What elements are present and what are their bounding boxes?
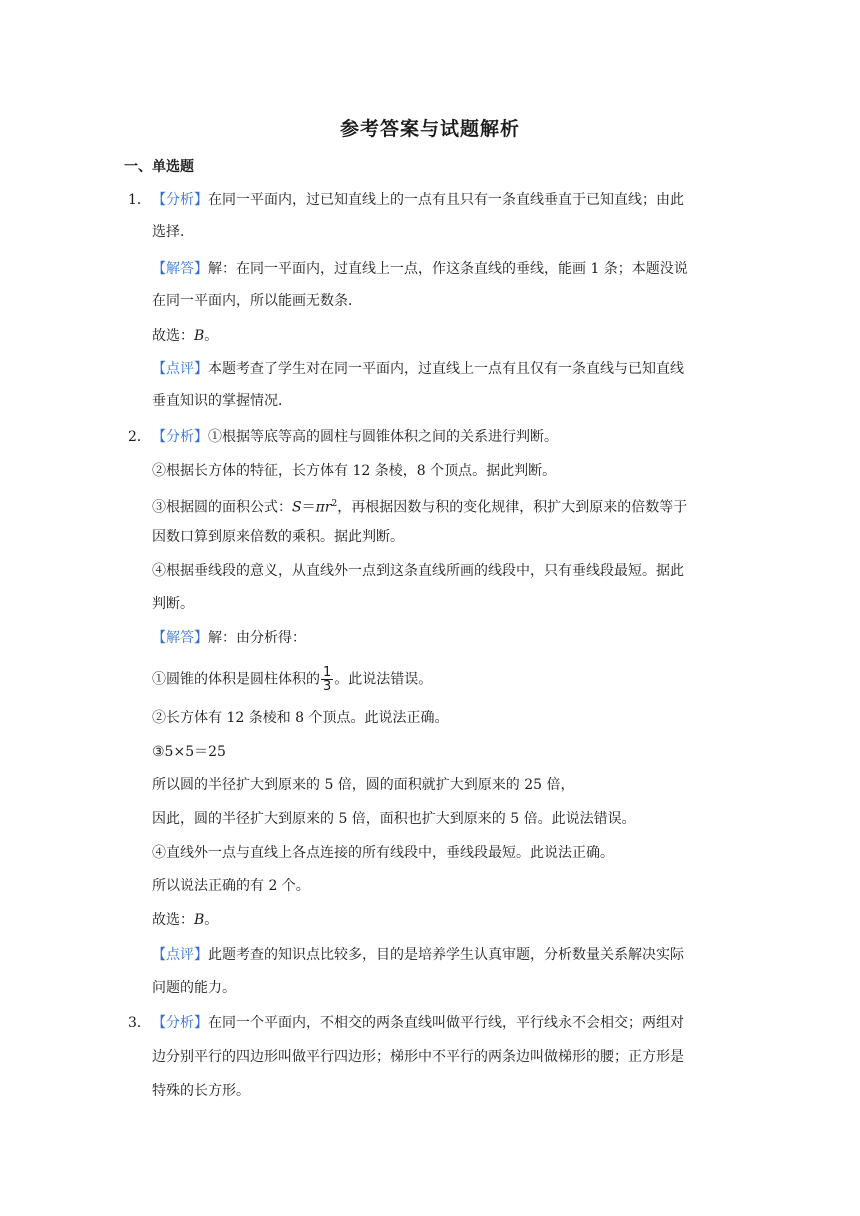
q2-analysis-line: ②根据长方体的特征，长方体有 12 条棱，8 个顶点。据此判断。 <box>152 463 557 479</box>
page-title: 参考答案与试题解析 <box>339 118 520 140</box>
q2-solution-line: ③5×5＝25 <box>152 744 226 760</box>
q1-comment-line: 垂直知识的掌握情况． <box>152 393 292 409</box>
analysis-tag: 【分析】 <box>152 192 208 208</box>
q2-analysis-line: 【分析】①根据等底等高的圆柱与圆锥体积之间的关系进行判断。 <box>152 429 558 445</box>
q1-comment-line: 【点评】本题考查了学生对在同一平面内，过直线上一点有且仅有一条直线与已知直线 <box>152 361 684 377</box>
q1-analysis-line: 选择． <box>152 224 194 240</box>
analysis-tag: 【分析】 <box>152 1015 208 1031</box>
analysis-tag: 【分析】 <box>152 429 208 445</box>
q3-analysis-line: 【分析】在同一个平面内，不相交的两条直线叫做平行线，平行线永不会相交；两组对 <box>152 1015 684 1031</box>
comment-tag: 【点评】 <box>152 947 208 963</box>
comment-tag: 【点评】 <box>152 361 208 377</box>
q2-solution-line: ①圆锥的体积是圆柱体积的 $\frac{1}{3}$ 。此说法错误。 <box>152 665 433 694</box>
question-number: 1． <box>128 192 151 208</box>
q2-analysis-line: 判断。 <box>152 596 194 612</box>
q2-solution-line: 【解答】解：由分析得： <box>152 630 306 646</box>
q2-solution-line: 因此，圆的半径扩大到原来的 5 倍，面积也扩大到原来的 5 倍。此说法错误。 <box>152 811 636 827</box>
q1-solution-line: 【解答】解：在同一平面内，过直线上一点，作这条直线的垂线，能画 1 条；本题没说 <box>152 261 688 277</box>
q1-solution-line: 在同一平面内，所以能画无数条． <box>152 293 362 309</box>
question-number: 2． <box>128 429 151 445</box>
solution-tag: 【解答】 <box>152 261 208 277</box>
q3-analysis-line: 边分别平行的四边形叫做平行四边形；梯形中不平行的两条边叫做梯形的腰；正方形是 <box>152 1049 684 1065</box>
q3-analysis-line: 特殊的长方形。 <box>152 1083 250 1099</box>
q2-solution-line: 所以圆的半径扩大到原来的 5 倍，圆的面积就扩大到原来的 25 倍， <box>152 777 575 793</box>
fraction-one-third: $\frac{1}{3}$ <box>323 665 332 694</box>
section-heading: 一、单选题 <box>124 159 194 175</box>
q2-analysis-line: ③根据圆的面积公式：$S=\pi r^2$，再根据因数与积的变化规律，积扩大到原来的倍数等于 <box>152 499 688 516</box>
q1-analysis-line: 【分析】在同一平面内，过已知直线上的一点有且只有一条直线垂直于已知直线；由此 <box>152 192 684 208</box>
q2-solution-line: 所以说法正确的有 2 个。 <box>152 878 310 894</box>
solution-tag: 【解答】 <box>152 630 208 646</box>
q2-solution-line: ②长方体有 12 条棱和 8 个顶点。此说法正确。 <box>152 710 449 726</box>
question-number: 3． <box>128 1015 151 1031</box>
q1-answer: 故选：B。 <box>152 328 219 344</box>
q2-comment-line: 问题的能力。 <box>152 980 236 996</box>
q2-analysis-line: ④根据垂线段的意义，从直线外一点到这条直线所画的线段中，只有垂线段最短。据此 <box>152 563 684 579</box>
q2-answer: 故选：B。 <box>152 912 219 928</box>
q2-comment-line: 【点评】此题考查的知识点比较多，目的是培养学生认真审题，分析数量关系解决实际 <box>152 947 684 963</box>
q2-solution-line: ④直线外一点与直线上各点连接的所有线段中，垂线段最短。此说法正确。 <box>152 845 614 861</box>
formula-variable: S <box>292 499 302 516</box>
q2-analysis-line: 因数口算到原来倍数的乘积。据此判断。 <box>152 529 404 545</box>
